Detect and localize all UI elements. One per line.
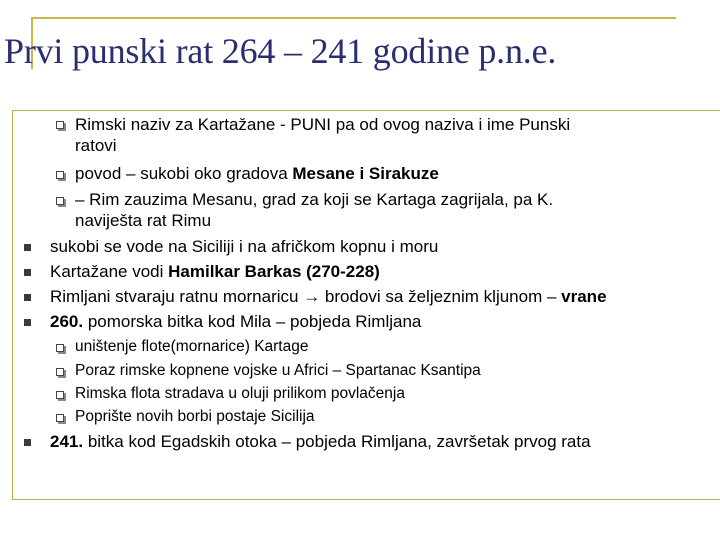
- sub-bullet-text: – Rim zauzima Mesanu, grad za koji se Kartaga zagrijala, pa K.: [75, 190, 554, 209]
- sub-bullet-text: uništenje flote(mornarice) Kartage: [75, 338, 309, 355]
- filled-square-bullet-icon: [24, 319, 31, 326]
- main-bullet-text: Kartažane vodi Hamilkar Barkas (270-228): [50, 262, 380, 281]
- hollow-square-bullet-icon: [56, 171, 64, 179]
- sub-bullet-text-continuation: ratovi: [75, 136, 117, 155]
- filled-square-bullet-icon: [24, 269, 31, 276]
- arrow-right-icon: →: [303, 287, 321, 306]
- title-decoration-top-line: [31, 17, 676, 19]
- sub-bullet-text: povod – sukobi oko gradova Mesane i Sirakuze: [75, 164, 439, 183]
- sub-bullet-text: Rimska flota stradava u oluji prilikom povlačenja: [75, 385, 405, 402]
- main-bullet-text: 241. bitka kod Egadskih otoka – pobjeda Rimljana, završetak prvog rata: [50, 432, 591, 451]
- main-bullet-text: 260. pomorska bitka kod Mila – pobjeda Rimljana: [50, 312, 422, 331]
- hollow-square-bullet-icon: [56, 368, 64, 376]
- sub-bullet-text: Poraz rimske kopnene vojske u Africi – Spartanac Ksantipa: [75, 362, 481, 379]
- sub-bullet-text: Poprište novih borbi postaje Sicilija: [75, 408, 315, 425]
- hollow-square-bullet-icon: [56, 414, 64, 422]
- sub-bullet-text-continuation: naviješta rat Rimu: [75, 211, 212, 230]
- main-bullet-text: sukobi se vode na Siciliji i na afričkom kopnu i moru: [50, 237, 439, 256]
- slide-title: Prvi punski rat 264 – 241 godine p.n.e.: [4, 31, 557, 71]
- filled-square-bullet-icon: [24, 294, 31, 301]
- hollow-square-bullet-icon: [56, 344, 64, 352]
- hollow-square-bullet-icon: [56, 391, 64, 399]
- hollow-square-bullet-icon: [56, 197, 64, 205]
- filled-square-bullet-icon: [24, 439, 31, 446]
- hollow-square-bullet-icon: [56, 121, 64, 129]
- main-bullet-text: Rimljani stvaraju ratnu mornaricu → brodovi sa željeznim kljunom – vrane: [50, 287, 607, 306]
- filled-square-bullet-icon: [24, 244, 31, 251]
- sub-bullet-text: Rimski naziv za Kartažane - PUNI pa od ovog naziva i ime Punski: [75, 115, 571, 134]
